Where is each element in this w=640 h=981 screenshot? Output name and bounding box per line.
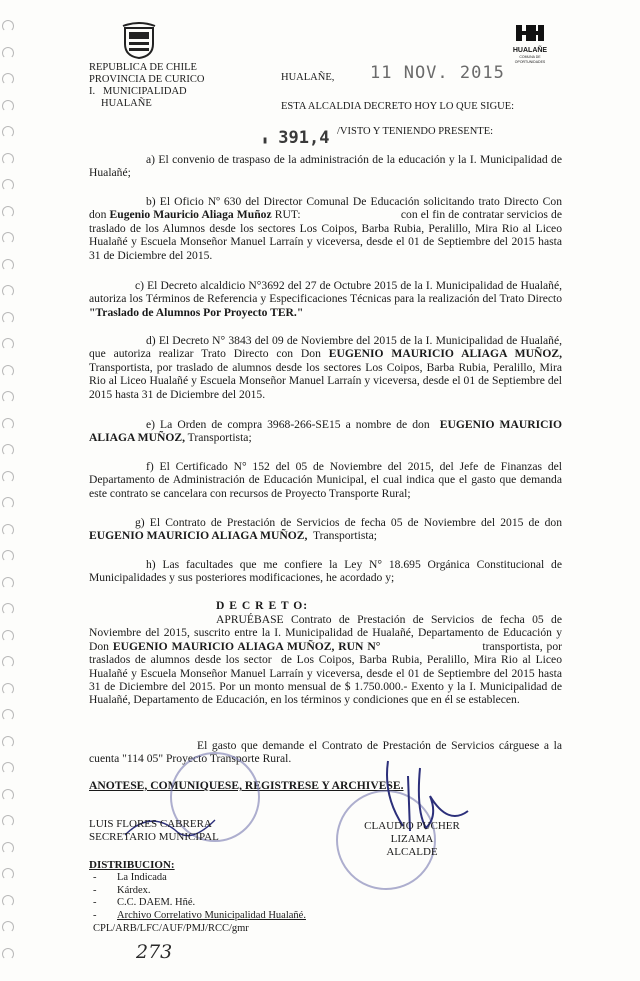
distribution-title: DISTRIBUCION: [89,859,175,871]
paragraph-e-pre: e) La Orden de compra 3968-266-SE15 a nombre de don [146,418,440,431]
decree-number-value: 391 [278,128,309,148]
decreto-body-post: transportista, por traslados de alumnos desde los sector de Los Coipos, Barba Rubia, Peralillo, Mira Rio al Liceo Hualañé y Escuela Monseñor Manuel Larraín y viceversa, desde el 01 de Septiembre del 2015 hasta 31 de Diciembre del 2015. Por un monto mensual de $ 1.750.000.- Exento y la I. Municipalidad de Hualañé, Departamento de Educación, en los términos y condiciones que en él se establecen. [89,639,565,707]
binder-hole [2,126,14,138]
logo-subtext: COMUNA DE OPORTUNIDADES [514,55,546,64]
paragraph-b-name: Eugenio Mauricio Aliaga Muñoz [109,208,272,222]
binder-hole [2,736,14,748]
distribution-initials: CPL/ARB/LFC/AUF/PMJ/RCC/gmr [93,923,249,934]
logo-text: HUALAÑE [512,47,548,54]
paragraph-a: a) El convenio de traspaso de la administración de la educación y la I. Municipalidad de Hualañé; [89,153,562,180]
binder-hole [2,418,14,430]
decree-number: ▮ 391,4 [262,128,330,148]
decree-number-suffix-mark: ,4 [309,128,330,148]
binder-hole [2,683,14,695]
list-item: - Archivo Correlativo Municipalidad Hualañé. [89,910,389,923]
town-label: HUALAÑE [101,98,152,109]
hualane-logo-mark [515,24,545,42]
paragraph-e-name: EUGENIO MAURICIO ALIAGA MUÑOZ, [89,418,562,445]
binder-hole [2,948,14,960]
binder-hole [2,577,14,589]
binder-hole [2,391,14,403]
visto-label: /VISTO Y TENIENDO PRESENTE: [337,126,494,137]
binder-hole [2,603,14,615]
paragraph-e-post: Transportista; [184,431,252,445]
secretary-name: LUIS FLORES CABRERA [89,818,212,830]
handwritten-number: 273 [136,941,173,963]
municipal-crest [119,22,159,60]
province-label: PROVINCIA DE CURICO [89,74,205,85]
paragraph-g-name: EUGENIO MAURICIO ALIAGA MUÑOZ, [89,529,308,543]
paragraph-b [89,195,565,262]
date-stamp: 11 NOV. 2015 [370,63,505,83]
binder-hole [2,179,14,191]
paragraph-d-name: EUGENIO MAURICIO ALIAGA MUÑOZ, [328,347,562,361]
binder-hole [2,153,14,165]
binder-hole [2,338,14,350]
binder-hole [2,789,14,801]
paragraph-d-pre: d) El Decreto N° 3843 del 09 de Noviembre del 2015 de la I. Municipalidad de Hualañé, que autoriza realizar Trato Directo con Don [89,334,562,361]
distribution-list [89,872,389,922]
decreto-body-name: EUGENIO MAURICIO ALIAGA MUÑOZ, RUN N° [112,639,381,653]
binder-hole [2,259,14,271]
paragraph-c [89,279,562,319]
paragraph-c-bold: "Traslado de Alumnos Por Proyecto TER." [89,305,304,319]
paragraph-g-pre: g) El Contrato de Prestación de Servicios de fecha 05 de Noviembre del 2015 de don [135,516,562,529]
republic-label: REPUBLICA DE CHILE [89,62,197,73]
list-item: - Kárdex. [89,885,389,898]
binder-holes [2,20,18,970]
binder-hole [2,20,14,32]
binder-hole [2,285,14,297]
binder-hole [2,550,14,562]
decreto-body [89,613,565,707]
paragraph-d [89,334,562,401]
binder-hole [2,842,14,854]
binder-hole [2,497,14,509]
binder-hole [2,73,14,85]
binder-hole [2,630,14,642]
binder-hole [2,895,14,907]
anotese-line: ANOTESE, COMUNIQUESE, REGISTRESE Y ARCHIVESE. [89,779,404,792]
binder-hole [2,365,14,377]
list-item: - La Indicada [89,872,389,885]
paragraph-h: h) Las facultades que me confiere la Ley N° 18.695 Orgánica Constitucional de Municipalidades y sus posteriores modificaciones, he acordado y; [89,558,562,585]
paragraph-b-post: RUT: con el fin de contratar servicios de traslado de los Alumnos desde los sectores Los Coipos, Barba Rubia, Peralillo, Mira Rio al Liceo Hualañé y Escuela Monseñor Manuel Larraín y viceversa, desde el 01 de Septiembre del 2015 hasta 31 de Diciembre del 2015. [89,208,565,262]
binder-hole [2,815,14,827]
paragraph-e [89,418,562,445]
binder-hole [2,312,14,324]
list-item: - C.C. DAEM. Hñé. [89,897,389,910]
binder-hole [2,868,14,880]
paragraph-g [89,516,562,543]
mayor-title: ALCALDE [386,846,438,858]
paragraph-c-pre: c) El Decreto alcaldicio N°3692 del 27 de Octubre 2015 de la I. Municipalidad de Hualañé, autoriza los Términos de Referencia y Especificaciones Técnicas para la realización del Trato Directo [89,279,562,306]
paragraph-f: f) El Certificado N° 152 del 05 de Noviembre del 2015, del Jefe de Finanzas del Departamento de Administración de Educación Municipal, el cual indica que el gasto que demanda este contrato se cancelara con recursos de Proyecto Transporte Rural; [89,460,562,500]
decreto-body-pre: APRUÉBASE Contrato de Prestación de Servicios de fecha 05 de Noviembre del 2015, suscrito entre la I. Municipalidad de Hualañé, Departamento de Educación y Don [89,613,562,653]
binder-hole [2,762,14,774]
decree-line: ESTA ALCALDIA DECRETO HOY LO QUE SIGUE: [281,101,515,112]
hualane-logo [508,24,552,62]
binder-hole [2,47,14,59]
binder-hole [2,206,14,218]
header-left [89,62,205,110]
municipality-label: I. MUNICIPALIDAD [89,86,187,97]
binder-hole [2,656,14,668]
distribution-block [89,859,389,935]
gasto-paragraph: El gasto que demande el Contrato de Prestación de Servicios cárguese a la cuenta "114 05" Proyecto Transporte Rural. [89,739,562,766]
decreto-title: D E C R E T O: [216,599,309,612]
paragraph-d-post: Transportista, por traslado de alumnos desde los sectores Los Coipos, Barba Rubia, Peralillo, Mira Rio al Liceo Hualañé y Escuela Monseñor Manuel Larraín y viceversa, desde el 01 de Septiembre del 2015 hasta 31 de Diciembre del 2015. [89,360,562,401]
mayor-signature-block [342,820,482,859]
binder-hole [2,232,14,244]
binder-hole [2,444,14,456]
secretary-signature-block [89,818,219,844]
binder-hole [2,471,14,483]
binder-hole [2,524,14,536]
paragraph-b-pre: b) El Oficio Nº 630 del Director Comunal De Educación solicitando trato Directo Con don [89,195,562,222]
binder-hole [2,921,14,933]
place-label: HUALAÑE, [281,72,335,83]
secretary-title: SECRETARIO MUNICIPAL [89,831,219,843]
binder-hole [2,100,14,112]
paragraph-g-post: Transportista; [307,529,377,543]
binder-hole [2,709,14,721]
mayor-name: CLAUDIO PUCHER LIZAMA [364,820,460,845]
